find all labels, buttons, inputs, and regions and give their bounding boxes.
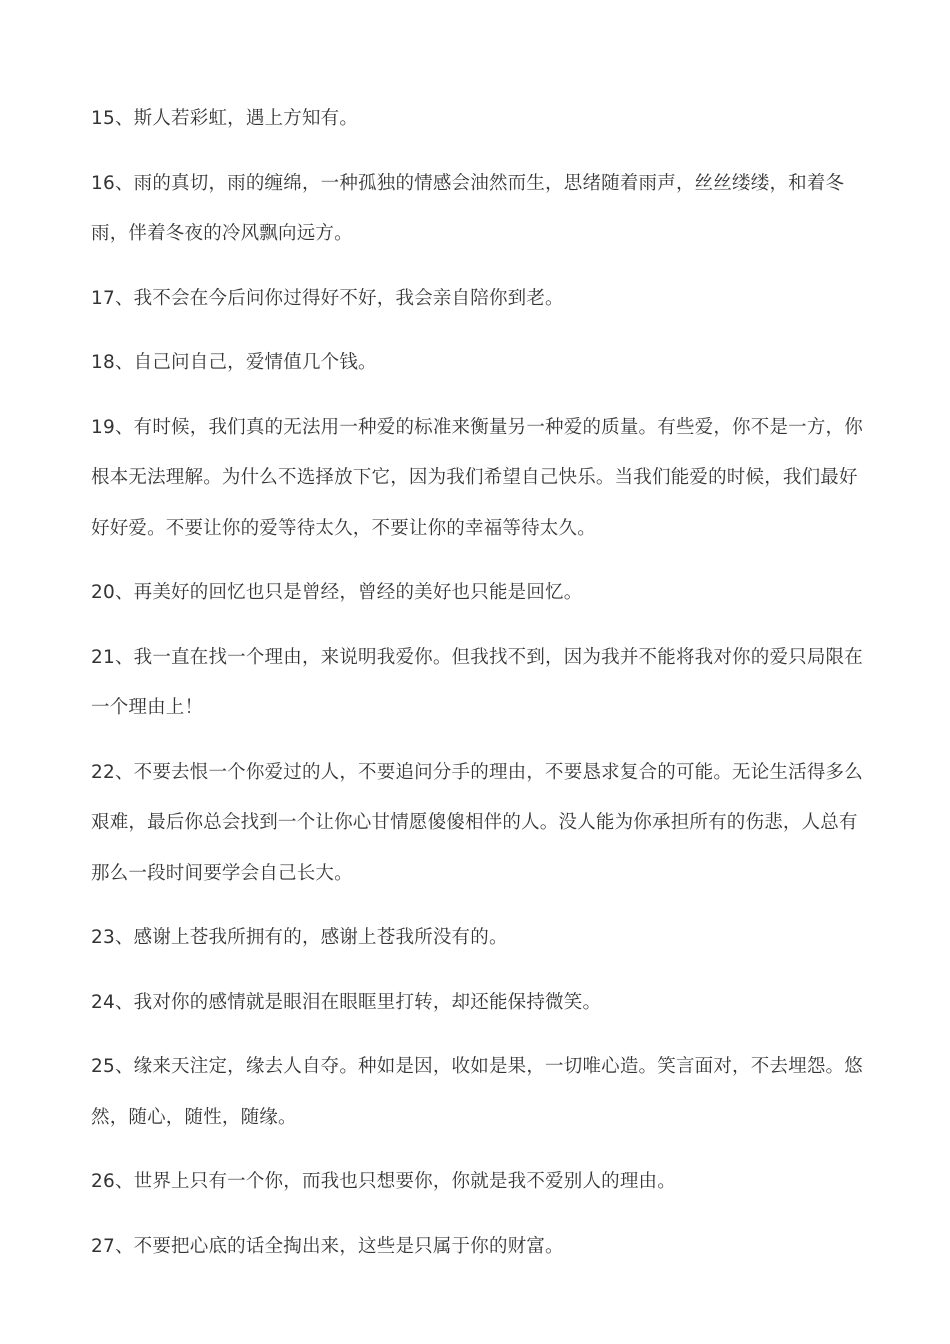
paragraph-26: 26、世界上只有一个你，而我也只想要你，你就是我不爱别人的理由。	[91, 1171, 676, 1192]
paragraph-24: 24、我对你的感情就是眼泪在眼眶里打转，却还能保持微笑。	[91, 991, 602, 1013]
paragraph-18: 18、自己问自己，爱情值几个钱。	[91, 352, 377, 373]
paragraph-27: 27、不要把心底的话全掏出来，这些是只属于你的财富。	[91, 1235, 564, 1257]
paragraph-19: 19、有时候，我们真的无法用一种爱的标准来衡量另一种爱的质量。有些爱，你不是一方，你根本无法理解。为什么不选择放下它，因为我们希望自己快乐。当我们能爱的时候，我们最好好好爱。不要让你的爱等待太久，不要让你的幸福等待太久。	[91, 416, 863, 539]
paragraph-20: 20、再美好的回忆也只是曾经，曾经的美好也只能是回忆。	[91, 582, 583, 603]
paragraph-16: 16、雨的真切，雨的缠绵，一种孤独的情感会油然而生，思绪随着雨声，丝丝缕缕，和着冬雨，伴着冬夜的冷风飘向远方。	[91, 172, 845, 244]
paragraph-15: 15、斯人若彩虹，遇上方知有。	[91, 108, 359, 129]
paragraph-23: 23、感谢上苍我所拥有的，感谢上苍我所没有的。	[91, 927, 508, 948]
paragraph-17: 17、我不会在今后问你过得好不好，我会亲自陪你到老。	[91, 287, 564, 309]
document-body	[91, 94, 866, 1286]
paragraph-22: 22、不要去恨一个你爱过的人，不要追问分手的理由，不要恳求复合的可能。无论生活得多么艰难，最后你总会找到一个让你心甘情愿傻傻相伴的人。没人能为你承担所有的伤悲，人总有那么一段时间要学会自己长大。	[91, 761, 863, 884]
paragraph-25: 25、缘来天注定，缘去人自夺。种如是因，收如是果，一切唯心造。笑言面对，不去埋怨。悠然，随心，随性，随缘。	[91, 1056, 863, 1128]
paragraph-21: 21、我一直在找一个理由，来说明我爱你。但我找不到，因为我并不能将我对你的爱只局限在一个理由上！	[91, 646, 863, 718]
